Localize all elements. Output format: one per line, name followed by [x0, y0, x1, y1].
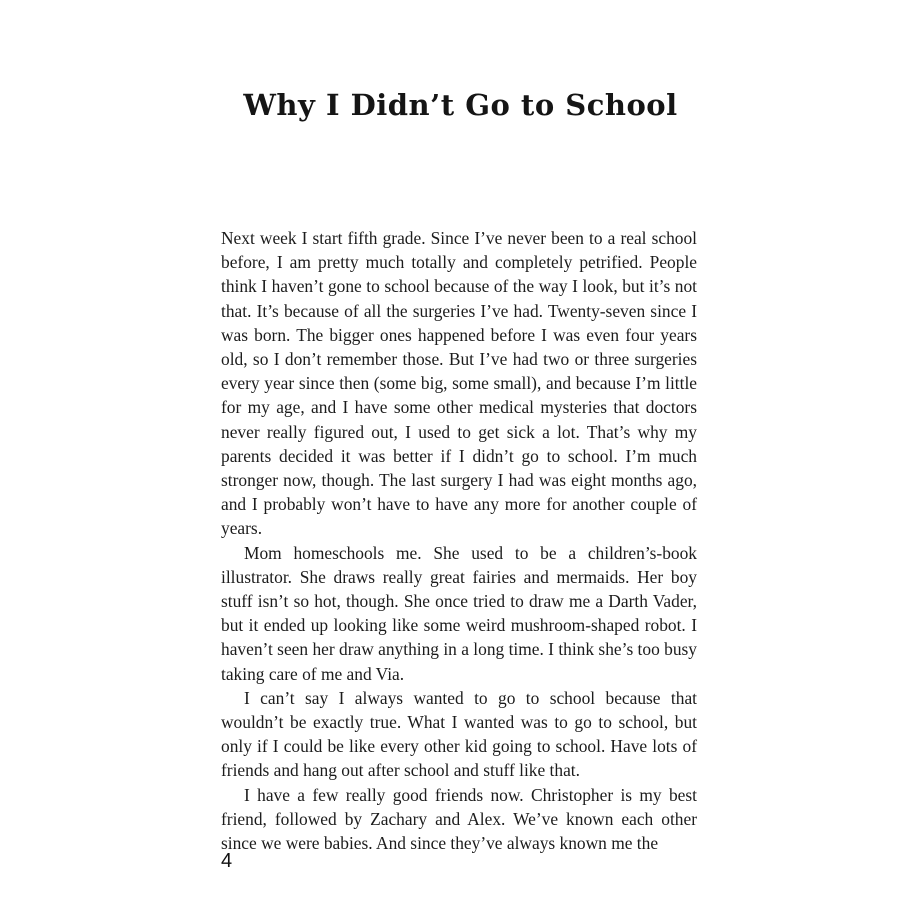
body-text — [221, 226, 697, 855]
paragraph: I have a few really good friends now. Christopher is my best friend, followed by Zachary and Alex. We’ve known each other since we were babies. And since they’ve always known me the — [221, 784, 697, 854]
page-number: 4 — [221, 850, 233, 872]
chapter-title: Why I Didn’t Go to School — [243, 88, 678, 122]
paragraph: I can’t say I always wanted to go to school because that wouldn’t be exactly true. What I wanted was to go to school, but only if I could be like every other kid going to school. Have lots of friends and hang out after school and stuff like that. — [221, 687, 697, 781]
paragraph: Next week I start fifth grade. Since I’ve never been to a real school before, I am pretty much totally and completely petrified. People think I haven’t gone to school because of the way I look, but it’s not that. It’s because of all the surgeries I’ve had. Twenty-seven since I was born. The bigger ones happened before I was even four years old, so I don’t remember those. But I’ve had two or three surgeries every year since then (some big, some small), and because I’m little for my age, and I have some other medical mysteries that doctors never really figured out, I used to get sick a lot. That’s why my parents decided it was better if I didn’t go to school. I’m much stronger now, though. The last surgery I had was eight months ago, and I probably won’t have to have any more for another couple of years. — [221, 228, 697, 539]
paragraph: Mom homeschools me. She used to be a children’s-book illustrator. She draws really great fairies and mermaids. Her boy stuff isn’t so hot, though. She once tried to draw me a Darth Vader, but it ended up looking like some weird mushroom-shaped robot. I haven’t seen her draw anything in a long time. I think she’s too busy taking care of me and Via. — [221, 542, 697, 684]
